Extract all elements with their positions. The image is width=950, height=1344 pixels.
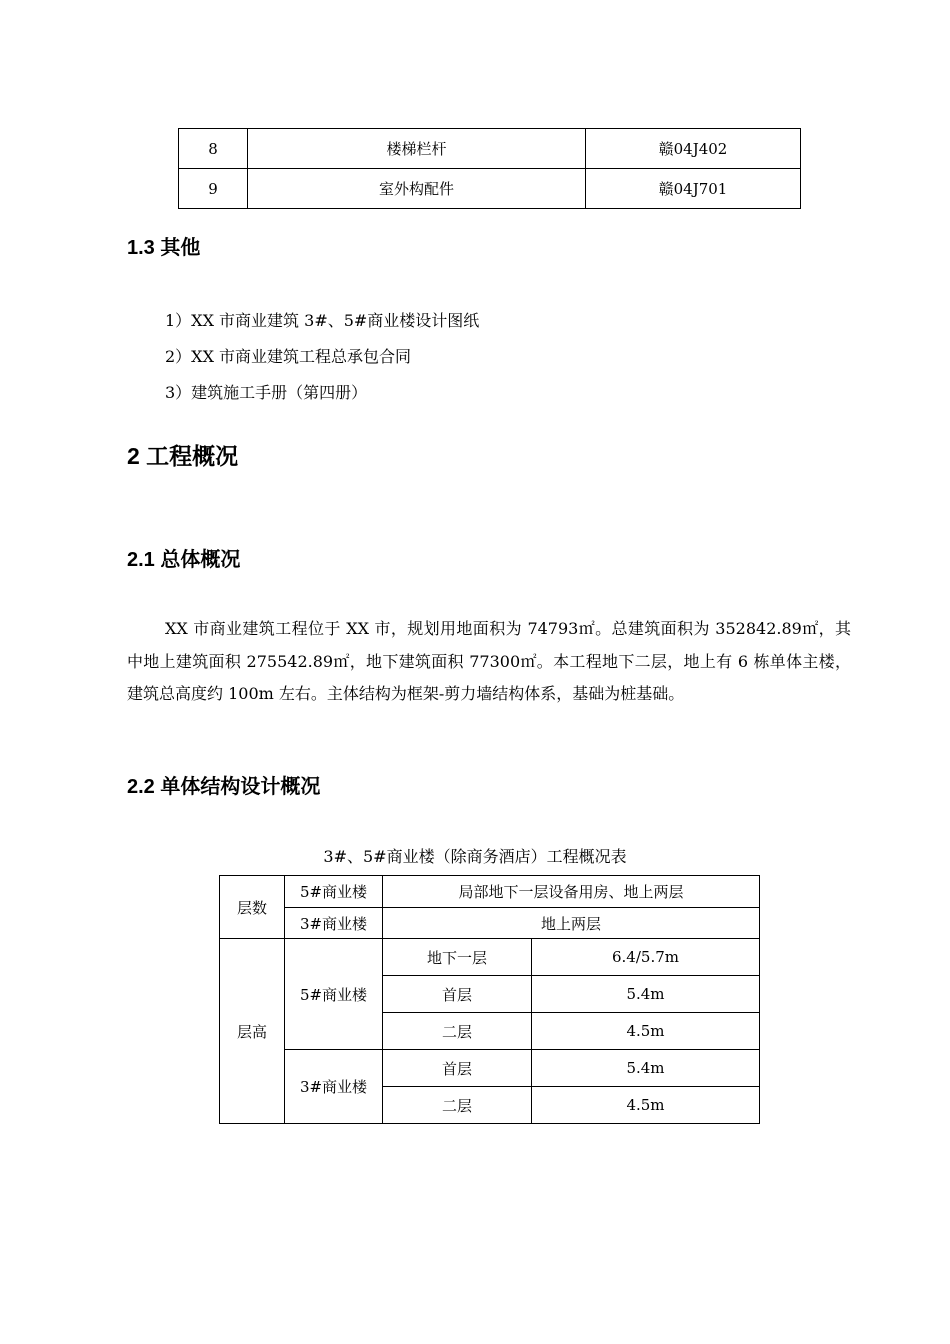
standard-name: 室外构配件: [248, 169, 586, 209]
table-row: [220, 876, 760, 908]
height-label: 层高: [220, 939, 285, 1124]
table-row: [220, 1050, 760, 1087]
standard-name: 楼梯栏杆: [248, 129, 586, 169]
floor-height: 4.5m: [532, 1013, 760, 1050]
list-item: 3）建筑施工手册（第四册）: [165, 383, 368, 402]
paragraph-text: XX 市商业建筑工程位于 XX 市，规划用地面积为 74793㎡。总建筑面积为 352842.89㎡，其中地上建筑面积 275542.89㎡，地下建筑面积 77300㎡。本工程地下二层，地上有 6 栋单体主楼，建筑总高度约 100m 左右。主体结构为框架-剪力墙结构体系，基础为桩基础。: [127, 619, 851, 703]
floor-height: 6.4/5.7m: [532, 939, 760, 976]
section-heading-2-2: 2.2 单体结构设计概况: [127, 776, 321, 798]
building-3-label: 3#商业楼: [285, 908, 383, 939]
section-heading-2-1: 2.1 总体概况: [127, 549, 241, 571]
table-row: [179, 129, 801, 169]
table-row: [220, 939, 760, 976]
project-overview-table: [219, 875, 760, 1124]
reference-standards-table: [178, 128, 801, 209]
list-item: 1）XX 市商业建筑 3#、5#商业楼设计图纸: [165, 311, 480, 330]
row-number: 8: [179, 129, 248, 169]
chapter-heading-2: 2 工程概况: [127, 443, 239, 469]
floor-name: 地下一层: [383, 939, 532, 976]
floors-5-value: 局部地下一层设备用房、地上两层: [383, 876, 760, 908]
standard-code: 赣04J402: [586, 129, 801, 169]
row-number: 9: [179, 169, 248, 209]
table-row: [220, 908, 760, 939]
building-5-label: 5#商业楼: [285, 939, 383, 1050]
section-heading-1-3: 1.3 其他: [127, 237, 201, 259]
table-caption: 3#、5#商业楼（除商务酒店）工程概况表: [323, 847, 627, 866]
floor-name: 首层: [383, 976, 532, 1013]
floor-height: 5.4m: [532, 1050, 760, 1087]
floor-height: 4.5m: [532, 1087, 760, 1124]
floor-name: 首层: [383, 1050, 532, 1087]
floors-3-value: 地上两层: [383, 908, 760, 939]
floor-height: 5.4m: [532, 976, 760, 1013]
floors-label: 层数: [220, 876, 285, 939]
standard-code: 赣04J701: [586, 169, 801, 209]
overview-paragraph: [127, 613, 851, 711]
building-3-label: 3#商业楼: [285, 1050, 383, 1124]
floor-name: 二层: [383, 1087, 532, 1124]
floor-name: 二层: [383, 1013, 532, 1050]
table-row: [179, 169, 801, 209]
building-5-label: 5#商业楼: [285, 876, 383, 908]
list-item: 2）XX 市商业建筑工程总承包合同: [165, 347, 412, 366]
